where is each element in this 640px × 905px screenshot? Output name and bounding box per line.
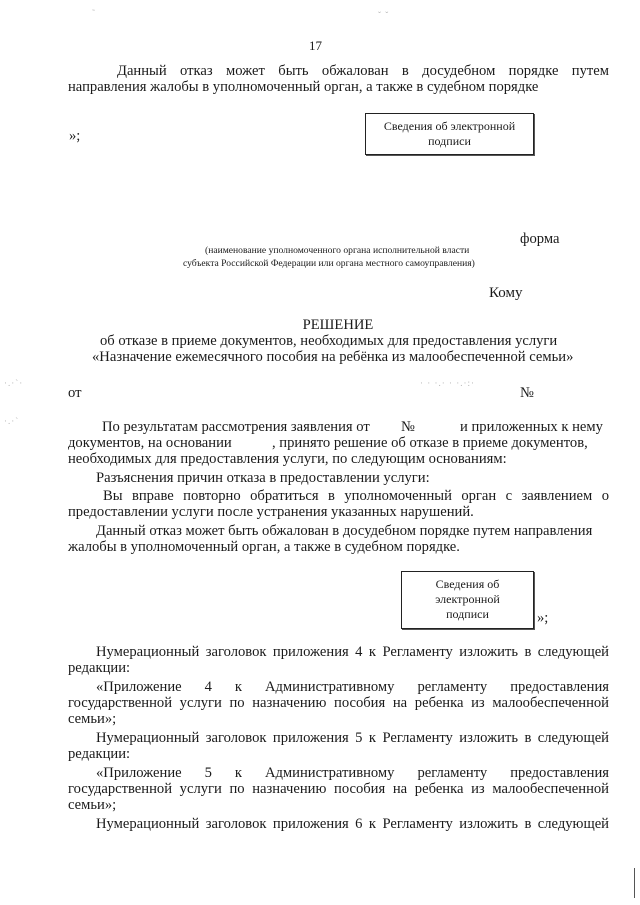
page-number: 17 — [309, 38, 322, 53]
decision-p1-l2a: документов, на основании — [68, 435, 232, 451]
authority-caption-line2: субъекта Российской Федерации или органа местного самоуправления) — [183, 258, 475, 269]
quote-4-line1: «Приложение 4 к Административному регламенту предоставления — [96, 679, 609, 695]
amendment-6-line1: Нумерационный заголовок приложения 6 к Регламенту изложить в следующей — [96, 816, 609, 832]
top-closing-quote: »; — [69, 128, 81, 144]
signature-box-line2: электронной — [435, 592, 500, 606]
quote-5-line1: «Приложение 5 к Административному регламенту предоставления — [96, 765, 609, 781]
scan-speck: ˇ ˇ — [378, 10, 390, 20]
decision-p1-l1c: и приложенных к нему — [460, 419, 603, 435]
recipient-label: Кому — [489, 285, 523, 301]
decision-p1-l2b: , принято решение об отказе в приеме документов, — [272, 435, 588, 451]
decision-title: РЕШЕНИЕ — [302, 317, 374, 333]
amendment-5-line2: редакции: — [68, 746, 131, 762]
scan-speck: ·.·`· — [4, 378, 24, 388]
signature-box-line1: Сведения об — [435, 577, 500, 591]
decision-p2: Разъяснения причин отказа в предоставлении услуги: — [96, 470, 430, 486]
scan-edge-line — [634, 868, 635, 898]
decision-from-label: от — [68, 385, 82, 401]
decision-p3-l1: Вы вправе повторно обратиться в уполномоченный орган с заявлением о — [103, 488, 609, 504]
quote-5-line2: государственной услуги по назначению пособия на ребенка из малообеспеченной — [68, 781, 609, 797]
scan-speck: · · ·.· · ·.·:· — [420, 378, 475, 388]
decision-subtitle-line1: об отказе в приеме документов, необходимых для предоставления услуги — [100, 333, 558, 349]
scan-speck: ·.·` — [4, 416, 20, 426]
signature-box-line2: подписи — [428, 134, 471, 148]
quote-4-line3: семьи»; — [68, 711, 117, 727]
quote-4-line2: государственной услуги по назначению пособия на ребенка из малообеспеченной — [68, 695, 609, 711]
decision-p1-l3: необходимых для предоставления услуги, по следующим основаниям: — [68, 451, 507, 467]
amendment-4-line1: Нумерационный заголовок приложения 4 к Регламенту изложить в следующей — [96, 644, 609, 660]
decision-number-label: № — [520, 385, 534, 401]
top-paragraph-line1: Данный отказ может быть обжалован в досудебном порядке путем — [117, 63, 609, 79]
signature-box-line3: подписи — [446, 607, 489, 621]
amendment-4-line2: редакции: — [68, 660, 131, 676]
decision-p1-l1a: По результатам рассмотрения заявления от — [102, 419, 370, 435]
decision-p4-l2: жалобы в уполномоченный орган, а также в судебном порядке. — [68, 539, 460, 555]
amendment-5-line1: Нумерационный заголовок приложения 5 к Регламенту изложить в следующей — [96, 730, 609, 746]
decision-p1-l1b: № — [401, 419, 415, 435]
quote-5-line3: семьи»; — [68, 797, 117, 813]
signature-closing-quote: »; — [537, 610, 549, 626]
decision-p4-l1: Данный отказ может быть обжалован в досудебном порядке путем направления — [96, 523, 593, 539]
signature-box — [365, 113, 534, 155]
authority-caption-line1: (наименование уполномоченного органа исполнительной власти — [205, 245, 470, 256]
signature-box — [401, 571, 534, 629]
form-label: форма — [520, 231, 560, 247]
decision-subtitle-line2: «Назначение ежемесячного пособия на ребёнка из малообеспеченной семьи» — [92, 349, 574, 365]
signature-box-line1: Сведения об электронной — [383, 119, 516, 133]
scan-speck: ˜ — [92, 8, 96, 18]
top-paragraph-line2: направления жалобы в уполномоченный орган, а также в судебном порядке — [68, 79, 539, 95]
decision-p3-l2: предоставлении услуги после устранения указанных нарушений. — [68, 504, 474, 520]
